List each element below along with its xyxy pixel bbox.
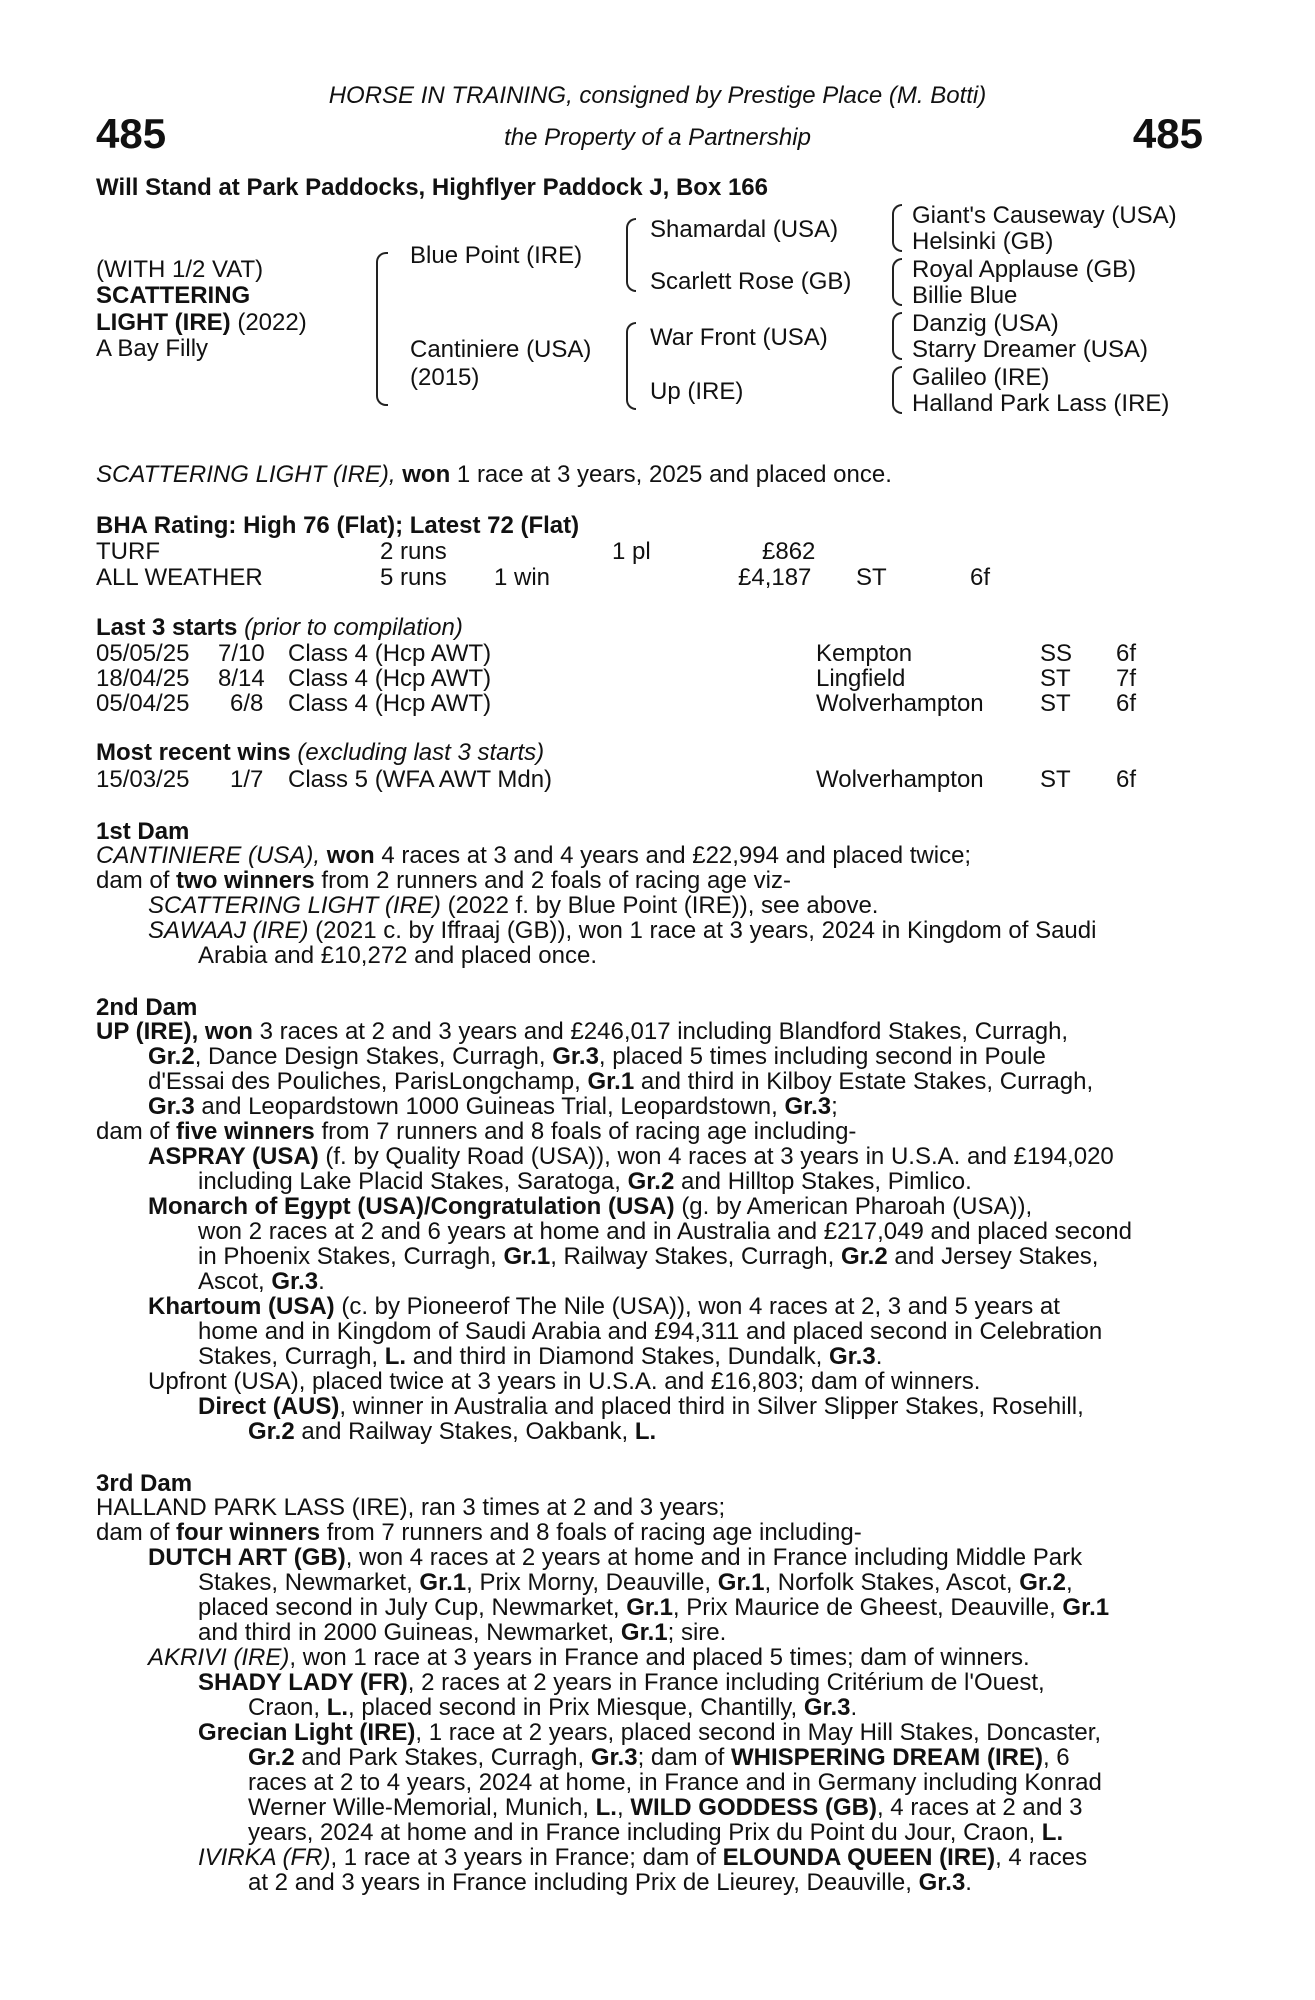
foal-name: WHISPERING DREAM (IRE) <box>730 1744 1043 1771</box>
dam3-line1: HALLAND PARK LASS (IRE), ran 3 times at 2 and 3 years; <box>96 1494 726 1521</box>
shady-line2 <box>248 1695 857 1720</box>
horse-description: A Bay Filly <box>96 335 209 362</box>
sire-sire: Shamardal (USA) <box>650 216 839 243</box>
consignor-line: HORSE IN TRAINING, consigned by Prestige Place (M. Botti) <box>328 82 987 109</box>
grade: Gr.1 <box>626 1594 673 1621</box>
table-row <box>96 690 1196 716</box>
dam3-damof <box>96 1520 862 1545</box>
horse-name-line2: LIGHT (IRE) <box>96 309 231 336</box>
summary-won: won <box>402 461 451 488</box>
akrivi-line <box>148 1645 1030 1670</box>
ss-dam: Helsinki (GB) <box>912 228 1054 255</box>
text: dam of <box>96 867 170 894</box>
text: (2022 f. by Blue Point (IRE)), see above. <box>447 892 879 919</box>
start-position: 6/8 <box>230 690 264 717</box>
foal-name: ELOUNDA QUEEN (IRE) <box>722 1844 996 1871</box>
foal-name: Khartoum (USA) <box>148 1293 335 1320</box>
horse-year: (2022) <box>237 309 307 336</box>
text: and Railway Stakes, Oakbank, <box>301 1418 629 1445</box>
grecian-line4 <box>248 1795 1082 1820</box>
dam2-line3 <box>148 1069 1093 1094</box>
sire-dam: Scarlett Rose (GB) <box>650 268 852 295</box>
text: , Prix Morny, Deauville, <box>466 1569 712 1596</box>
aw-wins: 1 win <box>494 564 551 591</box>
text: years, 2024 at home and in France including Prix du Point du Jour, Craon, <box>248 1819 1036 1846</box>
text: , <box>616 1794 624 1821</box>
dam1-line1 <box>96 843 971 868</box>
text: and Hilltop Stakes, Pimlico. <box>680 1168 972 1195</box>
grade: L. <box>326 1694 349 1721</box>
summary-rest: 1 race at 3 years, 2025 and placed once. <box>456 461 892 488</box>
dam2-line1 <box>96 1019 1068 1044</box>
bha-rating: BHA Rating: High 76 (Flat); Latest 72 (Flat) <box>96 512 580 539</box>
start-position: 8/14 <box>218 665 265 692</box>
dam3-winners: four winners <box>176 1519 321 1546</box>
ivirka-line1 <box>198 1845 1087 1870</box>
dutch-line3 <box>198 1595 1109 1620</box>
direct-line2 <box>248 1419 656 1444</box>
text: ; sire. <box>667 1619 727 1646</box>
foal-name: WILD GODDESS (GB) <box>630 1794 877 1821</box>
dam1-won: won <box>326 842 375 869</box>
grade: Gr.3 <box>271 1268 319 1295</box>
dam3-heading: 3rd Dam <box>96 1470 193 1497</box>
monarch-line1 <box>148 1194 1032 1219</box>
start-date: 05/04/25 <box>96 690 190 717</box>
grade: Gr.3 <box>803 1694 851 1721</box>
text: (2021 c. by Iffraaj (GB)), won 1 race at 3 years, 2024 in Kingdom of Saudi <box>315 917 1097 944</box>
dutch-line2: Stakes, Newmarket, Gr.1, Prix Morny, Deauville, Gr.1, Norfolk Stakes, Ascot, Gr.2, <box>198 1569 1073 1596</box>
dam-dam: Up (IRE) <box>650 378 744 405</box>
grade: Gr.1 <box>587 1068 635 1095</box>
aw-row <box>96 564 1196 590</box>
dam1-heading: 1st Dam <box>96 818 190 845</box>
table-row <box>96 665 1196 691</box>
text: at 2 and 3 years in France including Prix de Lieurey, Deauville, <box>248 1869 912 1896</box>
dam2-winners: five winners <box>176 1118 315 1145</box>
text: , 2 races at 2 years in France including Critérium de l'Ouest, <box>407 1669 1045 1696</box>
last3-title: Last 3 starts <box>96 614 238 641</box>
pedigree-brace-sd <box>892 258 902 306</box>
start-class: Class 4 (Hcp AWT) <box>288 690 492 717</box>
text: from 7 runners and 8 foals of racing age including- <box>321 1118 857 1145</box>
text: (f. by Quality Road (USA)), won 4 races at 3 years in U.S.A. and £194,020 <box>325 1143 1114 1170</box>
start-surface: ST <box>1040 665 1071 692</box>
text: . <box>850 1694 858 1721</box>
text: dam of <box>96 1519 170 1546</box>
foal-name: IVIRKA (FR) <box>198 1844 331 1871</box>
table-row <box>96 640 1196 666</box>
khartoum-line3 <box>198 1344 882 1369</box>
aw-distance: 6f <box>970 564 991 591</box>
grade: L. <box>634 1418 657 1445</box>
dutch-line1 <box>148 1545 1082 1570</box>
dam1-line2 <box>96 868 791 893</box>
lot-number-left: 485 <box>96 110 167 157</box>
text: Ascot, <box>198 1268 265 1295</box>
recent-note: (excluding last 3 starts) <box>297 739 545 766</box>
grade: L. <box>384 1343 407 1370</box>
vat-note: (WITH 1/2 VAT) <box>96 256 264 283</box>
text: , won 4 races at 2 years at home and in France including Middle Park <box>345 1544 1083 1571</box>
aw-label: ALL WEATHER <box>96 564 263 591</box>
text: ; <box>831 1093 838 1120</box>
text: and third in Diamond Stakes, Dundalk, <box>412 1343 823 1370</box>
text: , placed 5 times including second in Poule <box>598 1043 1046 1070</box>
ss-sire: Giant's Causeway (USA) <box>912 202 1177 229</box>
turf-label: TURF <box>96 538 160 565</box>
text: , 1 race at 3 years in France; dam of <box>330 1844 716 1871</box>
win-date: 15/03/25 <box>96 766 190 793</box>
text: Stakes, Newmarket, <box>198 1569 413 1596</box>
pedigree-brace-ss <box>892 204 902 252</box>
race-summary <box>96 462 892 487</box>
text: (c. by Pioneerof The Nile (USA)), won 4 races at 2, 3 and 5 years at <box>341 1293 1060 1320</box>
grade: Gr.2 <box>627 1168 675 1195</box>
grade: Gr.2 <box>148 1043 195 1070</box>
start-distance: 7f <box>1116 665 1137 692</box>
text: and third in 2000 Guineas, Newmarket, <box>198 1619 615 1646</box>
recent-heading <box>96 740 544 765</box>
foal-name: Monarch of Egypt (USA)/Congratulation (USA) <box>148 1193 675 1220</box>
turf-runs: 2 runs <box>380 538 447 565</box>
dam1-line3 <box>148 893 878 918</box>
sd-sire: Royal Applause (GB) <box>912 256 1137 283</box>
last3-note: (prior to compilation) <box>244 614 463 641</box>
foal-name: DUTCH ART (GB) <box>148 1544 346 1571</box>
foal-name: AKRIVI (IRE) <box>148 1644 290 1671</box>
grade: Gr.2 <box>248 1418 295 1445</box>
monarch-line3 <box>198 1244 1098 1269</box>
dam: Cantiniere (USA) <box>410 336 592 363</box>
text: in Phoenix Stakes, Curragh, <box>198 1243 497 1270</box>
text: ; dam of <box>637 1744 725 1771</box>
dam1-line4 <box>148 918 1096 943</box>
dam2-line2 <box>148 1044 1046 1069</box>
text: from 2 runners and 2 foals of racing age viz- <box>321 867 791 894</box>
aspray-line1 <box>148 1144 1114 1169</box>
grade: Gr.1 <box>419 1569 467 1596</box>
text: , Prix Maurice de Gheest, Deauville, <box>672 1594 1056 1621</box>
pedigree-brace-dd <box>892 366 902 414</box>
pedigree-brace-ds <box>892 312 902 360</box>
grade: Gr.2 <box>840 1243 888 1270</box>
sd-dam: Billie Blue <box>912 282 1018 309</box>
khartoum-line1 <box>148 1294 1060 1319</box>
foal-name: SAWAAJ (IRE) <box>148 917 309 944</box>
text: dam of <box>96 1118 170 1145</box>
grecian-line3: races at 2 to 4 years, 2024 at home, in France and in Germany including Konrad <box>248 1769 1102 1796</box>
start-position: 7/10 <box>218 640 265 667</box>
text: , won 1 race at 3 years in France and placed 5 times; dam of winners. <box>289 1644 1030 1671</box>
text: (g. by American Pharoah (USA)), <box>681 1193 1033 1220</box>
text: , 1 race at 2 years, placed second in May Hill Stakes, Doncaster, <box>415 1719 1102 1746</box>
text: . <box>965 1869 972 1896</box>
ivirka-line2 <box>248 1870 972 1895</box>
win-course: Wolverhampton <box>816 766 984 793</box>
grecian-line1 <box>198 1720 1101 1745</box>
dd-sire: Galileo (IRE) <box>912 364 1050 391</box>
text: , placed second in Prix Miesque, Chantilly, <box>348 1694 798 1721</box>
text: from 7 runners and 8 foals of racing age including- <box>326 1519 862 1546</box>
dam1-line5: Arabia and £10,272 and placed once. <box>198 942 597 969</box>
ds-dam: Starry Dreamer (USA) <box>912 336 1149 363</box>
text: d'Essai des Pouliches, ParisLongchamp, <box>148 1068 581 1095</box>
grade: Gr.1 <box>1062 1594 1110 1621</box>
recent-title: Most recent wins <box>96 739 291 766</box>
start-class: Class 4 (Hcp AWT) <box>288 665 492 692</box>
dam2-damof <box>96 1119 856 1144</box>
dd-dam: Halland Park Lass (IRE) <box>912 390 1170 417</box>
grade: Gr.3 <box>784 1093 832 1120</box>
text: placed second in July Cup, Newmarket, <box>198 1594 620 1621</box>
text: Werner Wille-Memorial, Munich, <box>248 1794 589 1821</box>
foal-name: SHADY LADY (FR) <box>198 1669 408 1696</box>
turf-earnings: £862 <box>762 538 816 565</box>
text: . <box>875 1343 883 1370</box>
lot-number-right: 485 <box>1132 110 1203 157</box>
grade: Gr.3 <box>148 1093 195 1120</box>
win-class: Class 5 (WFA AWT Mdn) <box>288 766 553 793</box>
turf-placed: 1 pl <box>612 538 651 565</box>
direct-line1 <box>198 1394 1084 1419</box>
grade: Gr.1 <box>503 1243 551 1270</box>
text: . <box>318 1268 325 1295</box>
turf-row <box>96 538 1196 564</box>
shady-line1 <box>198 1670 1045 1695</box>
text: Craon, <box>248 1694 321 1721</box>
sire: Blue Point (IRE) <box>410 242 583 269</box>
dam2-heading: 2nd Dam <box>96 994 198 1021</box>
foal-name: Grecian Light (IRE) <box>198 1719 416 1746</box>
horse-name-line1: SCATTERING <box>96 282 251 309</box>
start-date: 18/04/25 <box>96 665 190 692</box>
start-class: Class 4 (Hcp AWT) <box>288 640 492 667</box>
grade: Gr.2 <box>248 1744 295 1771</box>
text: , Railway Stakes, Curragh, <box>550 1243 835 1270</box>
grade: Gr.3 <box>590 1744 638 1771</box>
win-distance: 6f <box>1116 766 1137 793</box>
dam-year: (2015) <box>410 364 480 391</box>
dam-sire: War Front (USA) <box>650 324 828 351</box>
aw-earnings: £4,187 <box>738 564 812 591</box>
grade: L. <box>1041 1819 1064 1846</box>
grade: Gr.2 <box>1019 1569 1066 1596</box>
grade: Gr.3 <box>829 1343 876 1370</box>
grade: L. <box>595 1794 617 1821</box>
start-date: 05/05/25 <box>96 640 190 667</box>
start-distance: 6f <box>1116 640 1137 667</box>
win-surface: ST <box>1040 766 1071 793</box>
dam1-record: 4 races at 3 and 4 years and £22,994 and placed twice; <box>381 842 972 869</box>
start-surface: SS <box>1040 640 1073 667</box>
ds-sire: Danzig (USA) <box>912 310 1059 337</box>
property-line: the Property of a Partnership <box>504 124 811 151</box>
monarch-line4 <box>198 1269 325 1294</box>
text: , Norfolk Stakes, Ascot, <box>764 1569 1013 1596</box>
foal-name: SCATTERING LIGHT (IRE) <box>148 892 441 919</box>
pedigree-brace-dam <box>626 322 636 410</box>
text: and Jersey Stakes, <box>894 1243 1099 1270</box>
text: 3 races at 2 and 3 years and £246,017 including Blandford Stakes, Curragh, <box>259 1018 1069 1045</box>
grecian-line2 <box>248 1745 1070 1770</box>
text: , winner in Australia and placed third in Silver Slipper Stakes, Rosehill, <box>339 1393 1084 1420</box>
dutch-line4 <box>198 1620 726 1645</box>
grecian-line5 <box>248 1820 1063 1845</box>
pedigree-brace-main <box>376 252 388 406</box>
grade: Gr.1 <box>717 1569 765 1596</box>
grade: Gr.1 <box>620 1619 668 1646</box>
start-course: Kempton <box>816 640 913 667</box>
dam2-line4 <box>148 1094 838 1119</box>
text: and Leopardstown 1000 Guineas Trial, Leopardstown, <box>201 1093 778 1120</box>
win-position: 1/7 <box>230 766 264 793</box>
upfront-line: Upfront (USA), placed twice at 3 years in U.S.A. and £16,803; dam of winners. <box>148 1368 981 1395</box>
dam1-name: CANTINIERE (USA), <box>96 842 321 869</box>
text: , 4 races <box>995 1844 1088 1871</box>
aspray-line2 <box>198 1169 972 1194</box>
grade: Gr.3 <box>918 1869 966 1896</box>
text: , 4 races at 2 and 3 <box>876 1794 1083 1821</box>
text: and Park Stakes, Curragh, <box>301 1744 585 1771</box>
dam1-winners: two winners <box>176 867 315 894</box>
summary-horse-name: SCATTERING LIGHT (IRE), <box>96 461 396 488</box>
text: , Dance Design Stakes, Curragh, <box>194 1043 546 1070</box>
aw-runs: 5 runs <box>380 564 447 591</box>
dam2-won: won <box>204 1018 253 1045</box>
foal-name: Direct (AUS) <box>198 1393 340 1420</box>
grade: Gr.3 <box>552 1043 599 1070</box>
aw-surface: ST <box>856 564 887 591</box>
pedigree-brace-sire <box>626 218 636 292</box>
foal-name: ASPRAY (USA) <box>148 1143 319 1170</box>
monarch-line2: won 2 races at 2 and 6 years at home and in Australia and £217,049 and placed second <box>198 1218 1132 1245</box>
text: Stakes, Curragh, <box>198 1343 379 1370</box>
text: and third in Kilboy Estate Stakes, Curragh, <box>640 1068 1094 1095</box>
start-course: Wolverhampton <box>816 690 984 717</box>
horse-name-line2-wrap <box>96 310 307 335</box>
stand-line: Will Stand at Park Paddocks, Highflyer Paddock J, Box 166 <box>96 174 768 201</box>
start-surface: ST <box>1040 690 1071 717</box>
text: including Lake Placid Stakes, Saratoga, <box>198 1168 621 1195</box>
start-course: Lingfield <box>816 665 906 692</box>
start-distance: 6f <box>1116 690 1137 717</box>
table-row <box>96 766 1196 792</box>
text: , 6 <box>1042 1744 1070 1771</box>
dam2-name: UP (IRE), <box>96 1018 199 1045</box>
khartoum-line2: home and in Kingdom of Saudi Arabia and £94,311 and placed second in Celebration <box>198 1318 1103 1345</box>
last3-heading <box>96 615 463 640</box>
